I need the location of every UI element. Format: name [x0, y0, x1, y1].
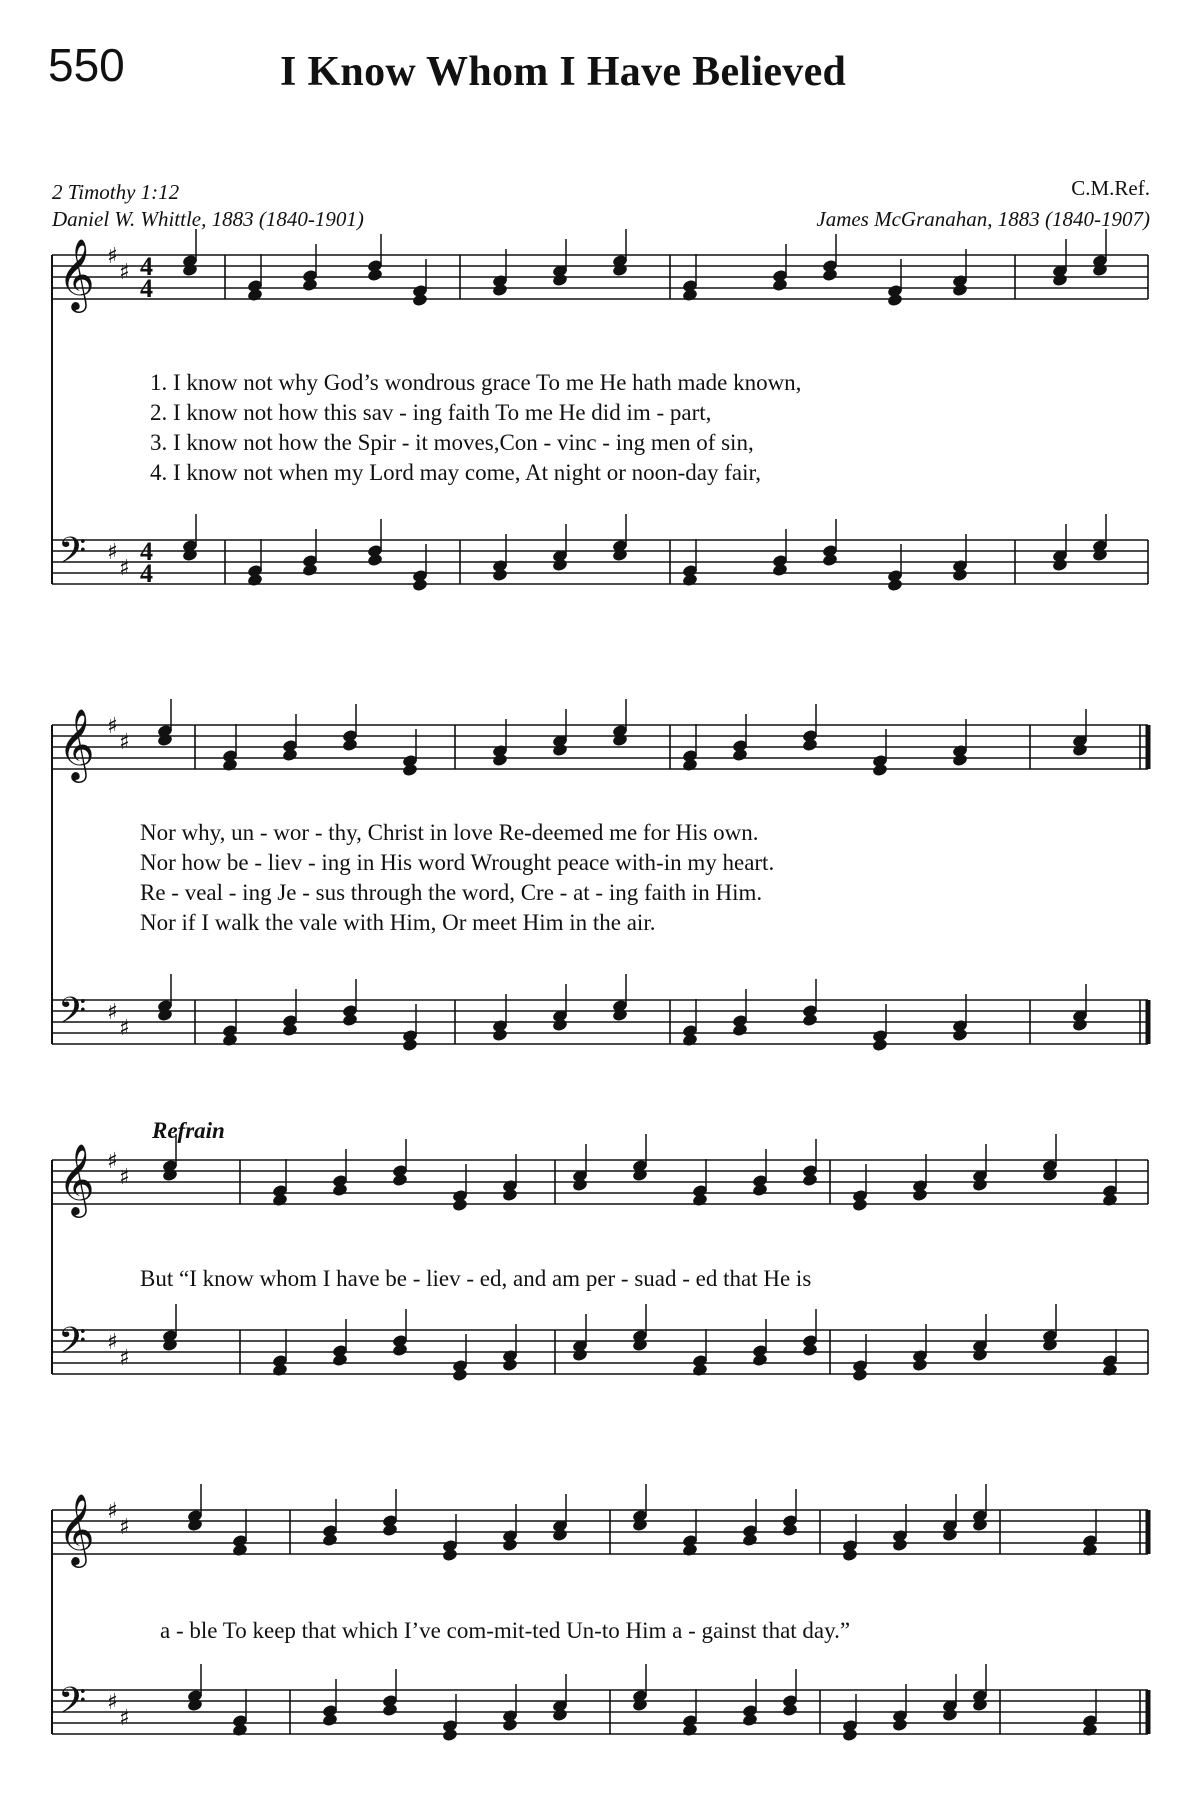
refrain-label: Refrain: [152, 1118, 225, 1143]
words-credit: Daniel W. Whittle, 1883 (1840-1901): [52, 207, 364, 231]
note-head: [552, 743, 569, 758]
music-credit: James McGranahan, 1883 (1840-1907): [816, 207, 1150, 231]
note-head: [952, 568, 969, 583]
sharp-sign: ♯: [119, 1016, 130, 1041]
note-head: [402, 1038, 419, 1053]
note-head: [157, 1008, 174, 1023]
note-head: [682, 758, 699, 773]
note-head: [912, 1358, 929, 1373]
note-head: [692, 1193, 709, 1208]
sharp-sign: ♯: [119, 1165, 130, 1190]
note-head: [802, 1173, 819, 1188]
verse-line: 3. I know not how the Spir - it moves,Con - vinc - ing men of sin,: [150, 430, 754, 455]
note-head: [492, 753, 509, 768]
sharp-sign: ♯: [119, 260, 130, 285]
note-head: [682, 1723, 699, 1738]
note-head: [772, 278, 789, 293]
note-head: [502, 1188, 519, 1203]
note-head: [442, 1728, 459, 1743]
note-head: [912, 1188, 929, 1203]
treble-clef: 𝄞: [58, 707, 95, 780]
verse-line: 2. I know not how this sav - ing faith To me He did im - part,: [150, 400, 712, 425]
note-head: [752, 1353, 769, 1368]
bass-clef: 𝄢: [58, 990, 87, 1041]
note-head: [972, 1518, 989, 1533]
note-head: [887, 578, 904, 593]
verse-line: Re - veal - ing Je - sus through the word, Cre - at - ing faith in Him.: [140, 880, 763, 905]
note-head: [502, 1538, 519, 1553]
sharp-sign: ♯: [107, 1499, 118, 1524]
note-head: [942, 1708, 959, 1723]
note-head: [822, 553, 839, 568]
sharp-sign: ♯: [107, 1149, 118, 1174]
note-head: [247, 288, 264, 303]
note-head: [852, 1368, 869, 1383]
note-head: [452, 1368, 469, 1383]
note-head: [322, 1533, 339, 1548]
note-head: [612, 733, 629, 748]
note-head: [182, 263, 199, 278]
note-head: [972, 1348, 989, 1363]
note-head: [187, 1518, 204, 1533]
sharp-sign: ♯: [119, 730, 130, 755]
meter-label: C.M.Ref.: [1071, 176, 1150, 200]
note-head: [682, 288, 699, 303]
sharp-sign: ♯: [119, 556, 130, 581]
note-head: [302, 563, 319, 578]
sharp-sign: ♯: [107, 540, 118, 565]
note-head: [392, 1173, 409, 1188]
note-head: [972, 1178, 989, 1193]
note-head: [887, 293, 904, 308]
note-head: [612, 1008, 629, 1023]
bass-clef: 𝄢: [58, 1680, 87, 1731]
note-head: [492, 568, 509, 583]
note-head: [632, 1168, 649, 1183]
time-signature: 4: [140, 559, 153, 588]
note-head: [552, 558, 569, 573]
verse-line: 1. I know not why God’s wondrous grace To me He hath made known,: [150, 370, 802, 395]
note-head: [1082, 1543, 1099, 1558]
sharp-sign: ♯: [119, 1515, 130, 1540]
note-head: [182, 548, 199, 563]
note-head: [272, 1363, 289, 1378]
note-head: [367, 553, 384, 568]
note-head: [412, 293, 429, 308]
note-head: [157, 733, 174, 748]
sharp-sign: ♯: [107, 244, 118, 269]
note-head: [332, 1183, 349, 1198]
sharp-sign: ♯: [107, 1690, 118, 1715]
time-signature: 4: [140, 274, 153, 303]
note-head: [342, 1013, 359, 1028]
note-head: [247, 573, 264, 588]
note-head: [1072, 1018, 1089, 1033]
verse-line: Nor why, un - wor - thy, Christ in love Re-deemed me for His own.: [140, 820, 759, 845]
note-head: [572, 1178, 589, 1193]
note-head: [872, 763, 889, 778]
note-head: [802, 738, 819, 753]
note-head: [612, 263, 629, 278]
note-head: [162, 1338, 179, 1353]
verse-line: 4. I know not when my Lord may come, At night or noon-day fair,: [150, 460, 762, 485]
note-head: [282, 1023, 299, 1038]
sharp-sign: ♯: [119, 1706, 130, 1731]
note-head: [742, 1713, 759, 1728]
note-head: [872, 1038, 889, 1053]
verse-line: Nor how be - liev - ing in His word Wrought peace with-in my heart.: [140, 850, 775, 875]
note-head: [892, 1718, 909, 1733]
sharp-sign: ♯: [107, 714, 118, 739]
note-head: [682, 1033, 699, 1048]
note-head: [552, 273, 569, 288]
sharp-sign: ♯: [107, 1000, 118, 1025]
note-head: [802, 1343, 819, 1358]
note-head: [322, 1713, 339, 1728]
note-head: [342, 738, 359, 753]
verse-line: Nor if I walk the vale with Him, Or meet Him in the air.: [140, 910, 656, 935]
note-head: [842, 1728, 859, 1743]
note-head: [492, 1028, 509, 1043]
bass-clef: 𝄢: [58, 530, 87, 581]
note-head: [232, 1723, 249, 1738]
note-head: [752, 1183, 769, 1198]
note-head: [402, 763, 419, 778]
note-head: [942, 1528, 959, 1543]
note-head: [822, 268, 839, 283]
sharp-sign: ♯: [119, 1346, 130, 1371]
note-head: [302, 278, 319, 293]
note-head: [1092, 548, 1109, 563]
note-head: [1072, 743, 1089, 758]
note-head: [162, 1168, 179, 1183]
note-head: [692, 1363, 709, 1378]
note-head: [442, 1548, 459, 1563]
note-head: [612, 548, 629, 563]
note-head: [382, 1523, 399, 1538]
note-head: [952, 283, 969, 298]
note-head: [187, 1698, 204, 1713]
note-head: [1102, 1363, 1119, 1378]
note-head: [732, 748, 749, 763]
note-head: [502, 1718, 519, 1733]
note-head: [742, 1533, 759, 1548]
refrain-line: a - ble To keep that which I’ve com-mit-ted Un-to Him a - gainst that day.”: [160, 1618, 851, 1643]
note-head: [222, 1033, 239, 1048]
note-head: [732, 1023, 749, 1038]
time-signature: 4: [140, 537, 153, 566]
note-head: [892, 1538, 909, 1553]
note-head: [952, 1028, 969, 1043]
note-head: [802, 1013, 819, 1028]
treble-clef: 𝄞: [58, 1492, 95, 1565]
note-head: [492, 283, 509, 298]
note-head: [632, 1698, 649, 1713]
note-head: [972, 1698, 989, 1713]
note-head: [1052, 273, 1069, 288]
note-head: [1082, 1723, 1099, 1738]
note-head: [572, 1348, 589, 1363]
note-head: [682, 573, 699, 588]
note-head: [232, 1543, 249, 1558]
note-head: [552, 1528, 569, 1543]
treble-clef: 𝄞: [58, 1142, 95, 1215]
note-head: [412, 578, 429, 593]
note-head: [842, 1548, 859, 1563]
note-head: [1042, 1338, 1059, 1353]
note-head: [272, 1193, 289, 1208]
time-signature: 4: [140, 252, 153, 281]
note-head: [282, 748, 299, 763]
note-head: [1102, 1193, 1119, 1208]
hymn-title: I Know Whom I Have Believed: [280, 49, 847, 95]
note-head: [632, 1518, 649, 1533]
note-head: [782, 1703, 799, 1718]
note-head: [552, 1018, 569, 1033]
note-head: [367, 268, 384, 283]
note-head: [222, 758, 239, 773]
note-head: [1042, 1168, 1059, 1183]
note-head: [852, 1198, 869, 1213]
refrain-line: But “I know whom I have be - liev - ed, and am per - suad - ed that He is: [140, 1266, 812, 1291]
note-head: [682, 1543, 699, 1558]
sharp-sign: ♯: [107, 1330, 118, 1355]
note-head: [552, 1708, 569, 1723]
hymn-number: 550: [48, 39, 125, 91]
scripture-reference: 2 Timothy 1:12: [52, 180, 180, 204]
note-head: [1092, 263, 1109, 278]
note-head: [452, 1198, 469, 1213]
note-head: [952, 753, 969, 768]
note-head: [332, 1353, 349, 1368]
note-head: [392, 1343, 409, 1358]
note-head: [782, 1523, 799, 1538]
treble-clef: 𝄞: [58, 237, 95, 310]
note-head: [772, 563, 789, 578]
note-head: [632, 1338, 649, 1353]
bass-clef: 𝄢: [58, 1320, 87, 1371]
note-head: [1052, 558, 1069, 573]
note-head: [502, 1358, 519, 1373]
note-head: [382, 1703, 399, 1718]
